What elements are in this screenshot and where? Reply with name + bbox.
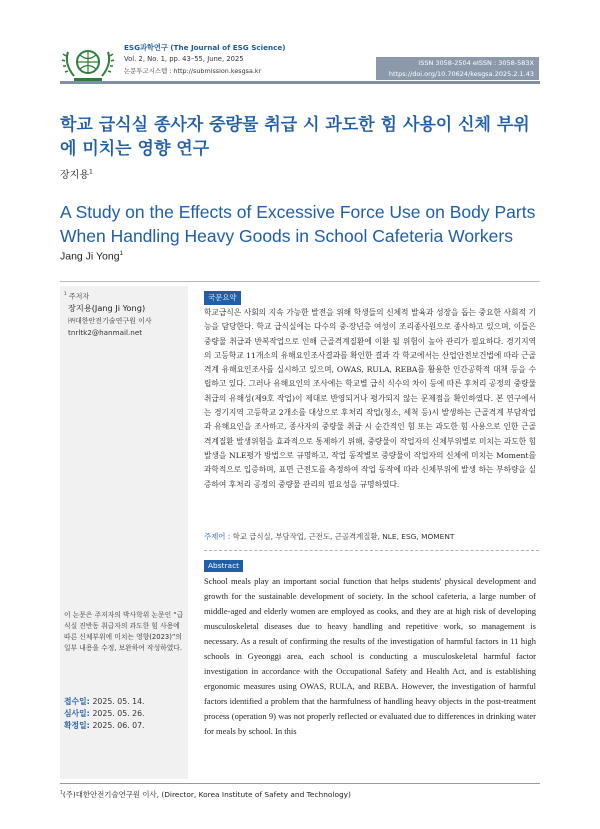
title-english: A Study on the Effects of Excessive Force Use on Body Parts When Handling Heavy Goods in School Cafeteria Workers xyxy=(60,202,536,246)
submission-system: 논문투고시스템 : http://submission.kesgsa.kr xyxy=(124,67,262,75)
keywords: 주제어 : 학교 급식실, 부담작업, 근전도, 근골격계질환, NLE, ESG, MOMENT xyxy=(204,532,455,541)
author-english: Jang Ji Yong$^1$ xyxy=(60,250,124,263)
footnote-rule xyxy=(60,783,540,784)
dates-block xyxy=(64,696,145,732)
title-korean: 학교 급식실 종사자 중량물 취급 시 과도한 힘 사용이 신체 부위에 미치는 영향 연구 xyxy=(60,115,530,159)
abstract-ko-label: 국문요약 xyxy=(204,291,241,305)
corresponding-name: 장지용(Jang Ji Yong) xyxy=(68,303,146,313)
footnote: $^1$(주)대한안전기술연구원 이사, (Director, Korea Institute of Safety and Technology) xyxy=(60,790,351,799)
corresponding-email[interactable]: tnrltk2@hanmail.net xyxy=(68,328,143,337)
abstract-korean: 학교급식은 사회의 지속 가능한 발전을 위해 학생들의 신체적 발육과 성장을 돕는 중요한 사회적 기능을 담당한다. 학교 급식실에는 다수의 중·장년층 여성이 조리종사원으로 종사하고 있으며, 이들은 중량물 취급과 반복작업으로 인해 근골격계질환에 이환 될 위험이 높아 관리가 필요하다. 경기지역의 고등학교 11개소의 유해요인조사결과를 확인한 결과 각 학교에서는 산업안전보건법에 따라 근골격계 유해요인조사를 실시하고 있으며, OWAS, RULA, REBA를 활용한 인간공학적 대책 등을 수립하고 있다. 그러나 유해요인의 조사에는 학교별 급식 식수의 차이 등에 따른 후처리 공정의 중량물 취급의 유해성(제9호 작업)이 제대로 반영되거나 평가되지 않는 문제점을 확인하였다. 본 연구에서는 경기지역 고등학교 2개소를 대상으로 후처리 작업(청소, 세척 등)시 발생하는 근골격계 부담작업과 유해요인을 조사하고, 종사자의 중량물 취급 시 순간적인 힘 또는 과도한 힘 사용으로 인한 근골격계질환 발생위험을 효과적으로 통제하기 위해, 중량물이 작업자의 신체부위별로 미치는 과도한 힘 발생을 NLE평가 방법으로 규명하고, 작업 동작별로 중량물이 작업자의 신체에 미치는 Moment를 과학적으로 입증하며, 표면 근전도를 측정하여 작업 동작에 따라 신체부위에 발생 하는 부하량을 실증하여 후처리 공정의 중량물 관리의 필요성을 규명하였다. xyxy=(204,308,536,489)
journal-name: ESG과학연구 (The Journal of ESG Science) xyxy=(124,43,286,52)
accepted-date: 확정일: 2025. 06. 07. xyxy=(64,721,145,730)
corresponding-heading: $^1$ 주저자 xyxy=(64,291,90,301)
abstract-english: School meals play an important social function that helps students' physical development and growth for the sustainable development of society. In the school cafeteria, a large number of middle-aged and elderly women are employed as cooks, and they are at high risk of developing musculoskeletal diseases due to heavy handling and repetitive work, so management is necessary. As a result of confirming the results of the investigation of harmful factors in 11 high schools in Gyeonggi area, each school is conducting a musculoskeletal harmful factor investigation in accordance with the Occupational Safety and Health Act, and is establishing ergonomic measures using OWAS, RULA, and REBA. However, the investigation of harmful factors identified a problem that the harmfulness of handling heavy objects in the post-treatment process (operation 9) was not properly reflected or evaluated due to differences in drinking water for meals by school. In this xyxy=(204,576,536,736)
received-date: 접수일: 2025. 05. 14. xyxy=(64,697,145,706)
header-bar xyxy=(60,81,540,84)
doi-link[interactable]: https://doi.org/10.70624/kesgsa.2025.2.1.43 xyxy=(388,70,534,78)
abstract-en-label: Abstract xyxy=(204,560,243,572)
volume-info: Vol. 2, No. 1, pp. 43–55, June, 2025 xyxy=(124,55,244,63)
corresponding-affiliation: ㈜대한안전기술연구원 이사 xyxy=(68,317,152,325)
keywords-divider xyxy=(204,550,539,551)
issn: ISSN 3058-2504 eISSN : 3058-583X xyxy=(418,59,534,67)
thesis-note: 이 논문은 주저자의 박사학위 논문인 “급식실 진반동 취급자의 과도한 힘 사용에 따른 신체부위에 미치는 영향(2023)”의 일부 내용을 수정, 보완하여 작성하였다. xyxy=(64,611,184,652)
reviewed-date: 심사일: 2025. 05. 26. xyxy=(64,709,145,718)
journal-logo xyxy=(60,42,116,86)
section-divider xyxy=(60,281,540,282)
author-korean: 장지용$^1$ xyxy=(60,168,93,181)
